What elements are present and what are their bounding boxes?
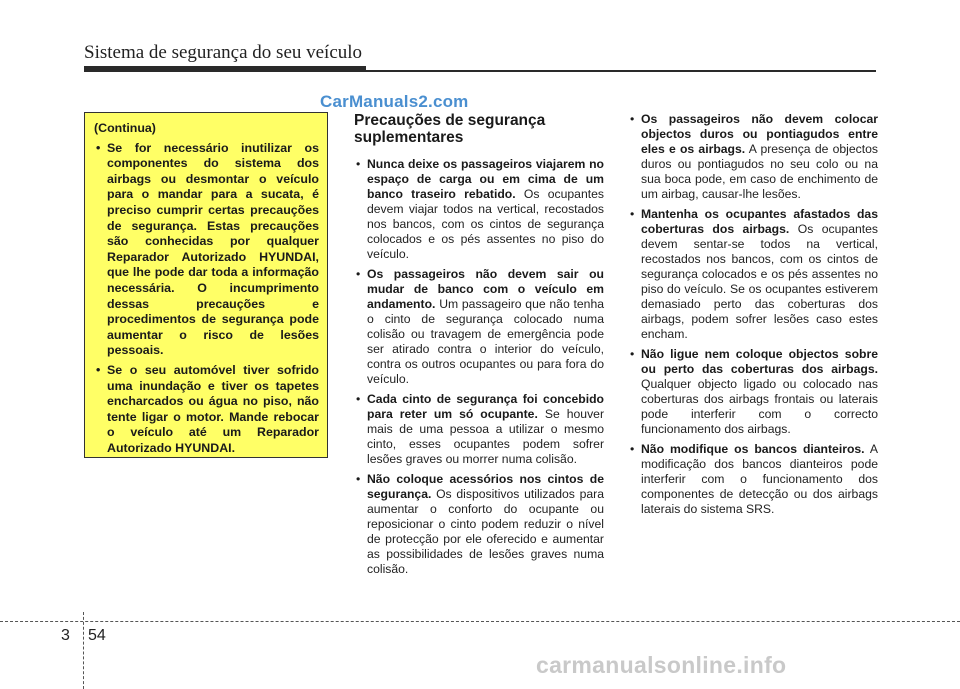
precaution-item <box>354 472 604 577</box>
continued-label: (Continua) <box>94 121 156 135</box>
precaution-lead: Não coloque acessórios nos cintos de segurança. <box>367 472 604 501</box>
precaution-body: Os dispositivos utilizados para aumentar o conforto do ocupante ou reposicionar o cinto podem reduzir o nível de protecção por ele oferecido e aumentar as possibilidades de lesões graves numa colisão. <box>367 487 604 576</box>
warning-list <box>94 141 319 457</box>
header-rule-thick <box>84 66 366 72</box>
precaution-lead: Não modifique os bancos dianteiros. <box>641 442 865 456</box>
precaution-body: Os ocupantes devem sentar-se todos na vertical, recostados nos bancos, com os cintos de segurança colocados e os pés assentes no piso do veículo. Se os ocupantes estiverem demasiado perto das coberturas dos airbags, podem sofrer lesões caso estes encham. <box>641 222 879 341</box>
watermark-bottom: carmanualsonline.info <box>536 652 787 678</box>
precaution-item <box>628 112 878 202</box>
precaution-body: A modificação dos bancos dianteiros pode interferir com o funcionamento dos componentes de detecção ou dos airbags laterais do sistema SRS. <box>641 442 878 516</box>
precaution-item <box>628 442 878 517</box>
footer-dashed-rule <box>0 621 960 622</box>
watermark-top: CarManuals2.com <box>320 92 469 111</box>
precaution-lead: Os passageiros não devem colocar objectos duros ou pontiagudos entre eles e os airbags. <box>641 112 878 156</box>
precaution-lead: Não ligue nem coloque objectos sobre ou perto das coberturas dos airbags. <box>641 347 878 376</box>
precaution-body: Um passageiro que não tenha o cinto de segurança colocado numa colisão ou travagem de emergência pode ser atirado contra o interior do veículo, contra os outros ocupantes ou para fora do veículo. <box>367 297 605 386</box>
precaution-body: A presença de objectos duros ou pontiagudos no seu colo ou na sua boca pode, em caso de enchimento de um airbag, causar-lhe lesões. <box>641 142 879 201</box>
precaution-list-middle <box>354 157 604 577</box>
precaution-body: Se houver mais de uma pessoa a utilizar o mesmo cinto, esses ocupantes podem sofrer lesões graves ou morrer numa colisão. <box>367 407 605 466</box>
column-right <box>628 112 878 522</box>
precaution-item <box>628 207 878 342</box>
precaution-item <box>354 392 604 467</box>
page-header-title: Sistema de segurança do seu veículo <box>84 42 363 63</box>
precaution-item <box>354 267 604 387</box>
precaution-body: Qualquer objecto ligado ou colocado nas coberturas dos airbags frontais ou laterais pode interferir com o correcto funcionamento dos airbags. <box>641 377 878 436</box>
header-rule-thin <box>366 70 876 72</box>
precaution-item <box>354 157 604 262</box>
precaution-item <box>628 347 878 437</box>
section-title: Precauções de segurança suplementares <box>354 112 546 146</box>
column-middle <box>354 112 604 582</box>
precaution-lead: Cada cinto de segurança foi concebido para reter um só ocupante. <box>367 392 604 421</box>
footer-dashed-divider <box>83 612 84 689</box>
warning-box <box>84 112 328 458</box>
precaution-lead: Mantenha os ocupantes afastados das coberturas dos airbags. <box>641 207 878 236</box>
warning-item: • Se o seu automóvel tiver sofrido uma inundação e tiver os tapetes encharcados ou água no piso, não tente ligar o motor. Mande rebocar o veículo até um Reparador Autorizado HYUNDAI. <box>94 363 319 457</box>
page-number: 54 <box>88 627 106 644</box>
precaution-lead: Nunca deixe os passageiros viajarem no espaço de carga ou em cima de um banco traseiro rebatido. <box>367 157 604 201</box>
chapter-number: 3 <box>61 627 70 644</box>
precaution-lead: Os passageiros não devem sair ou mudar de banco com o veículo em andamento. <box>367 267 604 311</box>
precaution-body: Os ocupantes devem viajar todos na vertical, recostados nos bancos, com os cintos de segurança colocados e os pés assentes no piso do veículo. <box>367 187 604 261</box>
warning-item: • Se for necessário inutilizar os componentes do sistema dos airbags ou desmontar o veículo para o mandar para a sucata, é preciso cumprir certas precauções de segurança. Estas precauções são conhecidas por qualquer Reparador Autorizado HYUNDAI, que lhe pode dar toda a informação necessária. O incumprimento dessas precauções e procedimentos de segurança pode aumentar o risco de lesões pessoais. <box>94 141 319 359</box>
precaution-list-right <box>628 112 878 517</box>
